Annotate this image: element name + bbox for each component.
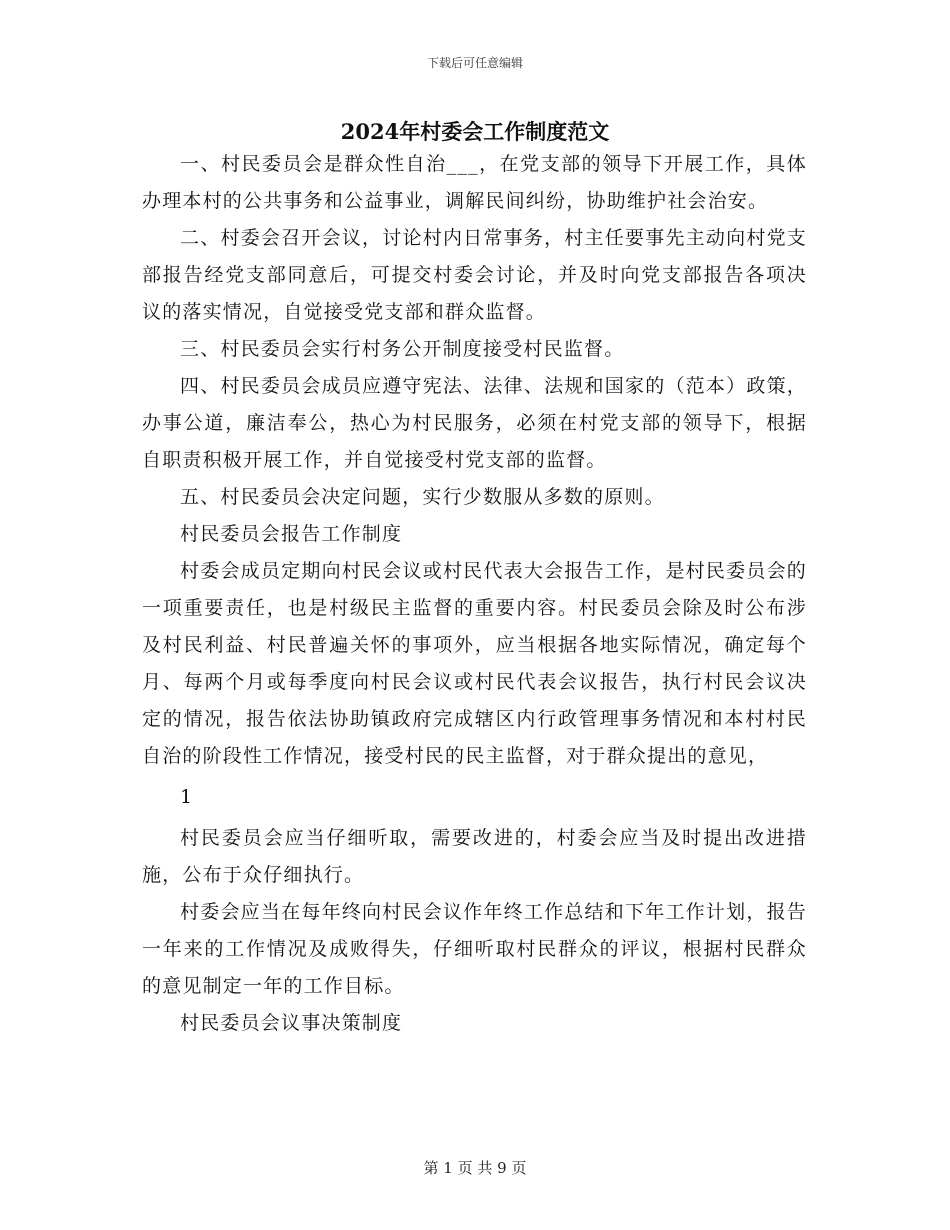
paragraph-2: 二、村委会召开会议，讨论村内日常事务，村主任要事先主动向村党支部报告经党支部同意后，可提交村委会讨论，并及时向党支部报告各项决议的落实情况，自觉接受党支部和群众监督。 <box>142 227 807 323</box>
paragraph-6: 村委会成员定期向村民会议或村民代表大会报告工作，是村民委员会的一项重要责任，也是村级民主监督的重要内容。村民委员会除及时公布涉及村民利益、村民普遍关怀的事项外，应当根据各地实际情况，确定每个月、每两个月或每季度向村民会议或村民代表会议报告，执行村民会议决定的情况，报告依法协助镇政府完成辖区内行政管理事务情况和本村村民自治的阶段性工作情况，接受村民的民主监督，对于群众提出的意见， <box>142 560 807 767</box>
section-heading-decision-system: 村民委员会议事决策制度 <box>180 1012 403 1034</box>
document-body <box>142 146 807 1042</box>
paragraph-5: 五、村民委员会决定问题，实行少数服从多数的原则。 <box>180 486 665 508</box>
page-footer: 第 1 页 共 9 页 <box>423 1159 527 1177</box>
paragraph-3: 三、村民委员会实行村务公开制度接受村民监督。 <box>180 338 625 360</box>
document-title: 2024年村委会工作制度范文 <box>340 119 610 144</box>
paragraph-8: 村委会应当在每年终向村民会议作年终工作总结和下年工作计划，报告一年来的工作情况及成败得失，仔细听取村民群众的评议，根据村民群众的意见制定一年的工作目标。 <box>142 901 807 997</box>
paragraph-4: 四、村民委员会成员应遵守宪法、法律、法规和国家的（范本）政策，办事公道，廉洁奉公，热心为村民服务，必须在村党支部的领导下，根据自职责积极开展工作，并自觉接受村党支部的监督。 <box>142 375 807 471</box>
section-heading-report-system: 村民委员会报告工作制度 <box>180 523 403 545</box>
header-note: 下载后可任意编辑 <box>426 56 523 70</box>
paragraph-1: 一、村民委员会是群众性自治___，在党支部的领导下开展工作，具体办理本村的公共事务和公益事业，调解民间纠纷，协助维护社会治安。 <box>142 153 807 212</box>
paragraph-7: 村民委员会应当仔细听取，需要改进的，村委会应当及时提出改进措施，公布于众仔细执行。 <box>142 827 807 886</box>
inline-page-number: 1 <box>180 786 194 808</box>
